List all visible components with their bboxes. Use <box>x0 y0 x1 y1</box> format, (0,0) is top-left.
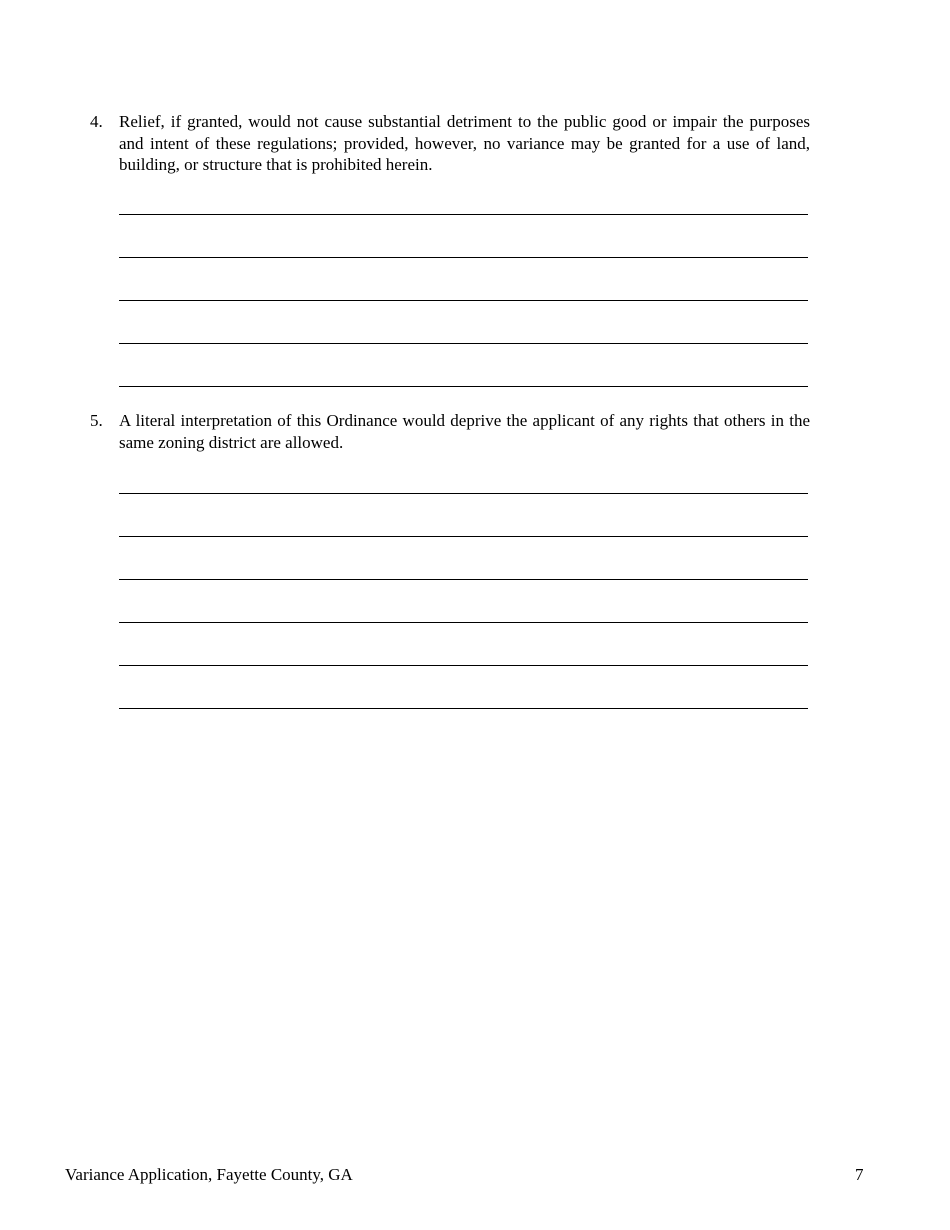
page-number: 7 <box>855 1165 864 1184</box>
answer-line[interactable] <box>119 708 808 709</box>
question-4-text: Relief, if granted, would not cause substantial detriment to the public good or impair the purposes and intent of these regulations; provided, however, no variance may be granted for a use of land, building, or structure that is prohibited herein. <box>119 112 810 174</box>
question-4 <box>90 111 810 176</box>
answer-line[interactable] <box>119 214 808 215</box>
footer-title: Variance Application, Fayette County, GA <box>65 1165 353 1184</box>
question-5-number: 5. <box>90 411 103 430</box>
answer-line[interactable] <box>119 300 808 301</box>
answer-line[interactable] <box>119 343 808 344</box>
answer-line[interactable] <box>119 579 808 580</box>
answer-line[interactable] <box>119 493 808 494</box>
question-4-number: 4. <box>90 112 103 131</box>
answer-line[interactable] <box>119 536 808 537</box>
question-5-text: A literal interpretation of this Ordinance would deprive the applicant of any rights that others in the same zoning district are allowed. <box>119 411 810 452</box>
answer-line[interactable] <box>119 665 808 666</box>
answer-line[interactable] <box>119 257 808 258</box>
question-5 <box>90 410 810 453</box>
answer-line[interactable] <box>119 386 808 387</box>
answer-line[interactable] <box>119 622 808 623</box>
